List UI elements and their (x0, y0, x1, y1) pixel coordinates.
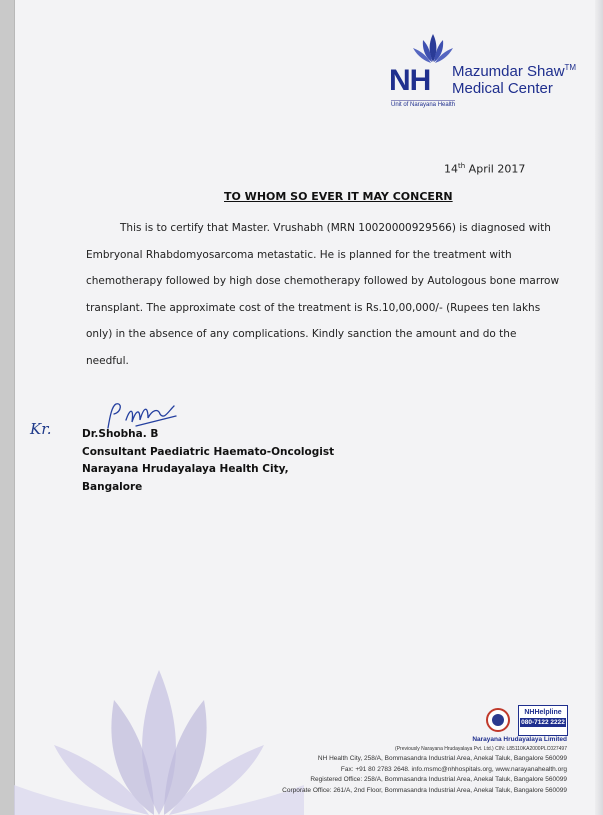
hospital-logo (389, 32, 589, 112)
signature-block (82, 426, 334, 496)
logo-brand-line2: Medical Center (452, 80, 553, 97)
institution-name: Narayana Hrudayalaya Health City, (82, 463, 289, 475)
letter-heading: TO WHOM SO EVER IT MAY CONCERN (224, 190, 453, 203)
logo-brand-line1: Mazumdar Shaw™ (452, 63, 577, 80)
footer-previously: (Previously Narayana Hrudayalaya Pvt. Ltd.) CIN: L85110KA2000PLC027497 (395, 746, 567, 752)
letter-paragraph: This is to certify that Master. Vrushabh (MRN 10020000929566) is diagnosed with Embryonal Rhabdomyosarcoma metastatic. He is planned for the treatment with chemotherapy followed by high dose chemotherapy followed by Autologous bone marrow transplant. The approximate cost of the treatment is Rs.10,00,000/- (Rupees ten lakhs only) in the absence of any complications. Kindly sanction the amount and do the needful. (86, 222, 560, 367)
accreditation-seal-icon (486, 708, 510, 732)
doctor-title: Consultant Paediatric Haemato-Oncologist (82, 445, 335, 458)
footer-company: Narayana Hrudayalaya Limited (472, 736, 567, 743)
footer-registered: Registered Office: 258/A, Bommasandra Industrial Area, Anekal Taluk, Bangalore 560099 (310, 776, 567, 783)
helpline-number: 080-7122 2222 (521, 719, 565, 726)
institution-city: Bangalore (82, 480, 143, 493)
logo-unit-line: Unit of Narayana Health (391, 102, 456, 108)
helpline-label: NHHelpline (524, 709, 562, 716)
page-fold-shadow (595, 0, 603, 815)
doctor-name: Dr.Shobha. B (82, 428, 159, 440)
letter-page (14, 0, 603, 815)
footer-contact: Fax: +91 80 2783 2648. info.msmc@nhhospitals.org, www.narayanahealth.org (340, 765, 567, 773)
logo-mark: NH (389, 64, 431, 97)
footer-address: NH Health City, 258/A, Bommasandra Industrial Area, Anekal Taluk, Bangalore 560099 (317, 755, 567, 762)
handwritten-initials: Kr. (30, 420, 52, 438)
footer-corporate: Corporate Office: 261/A, 2nd Floor, Bommasandra Industrial Area, Anekal Taluk, Bangalore 560099 (282, 786, 567, 794)
letter-footer (282, 735, 567, 796)
letter-body (86, 215, 562, 374)
lotus-watermark-icon (14, 660, 304, 815)
helpline-badge (518, 705, 568, 736)
lotus-logo-icon (411, 32, 455, 64)
letter-date: 14th April 2017 (444, 162, 526, 176)
